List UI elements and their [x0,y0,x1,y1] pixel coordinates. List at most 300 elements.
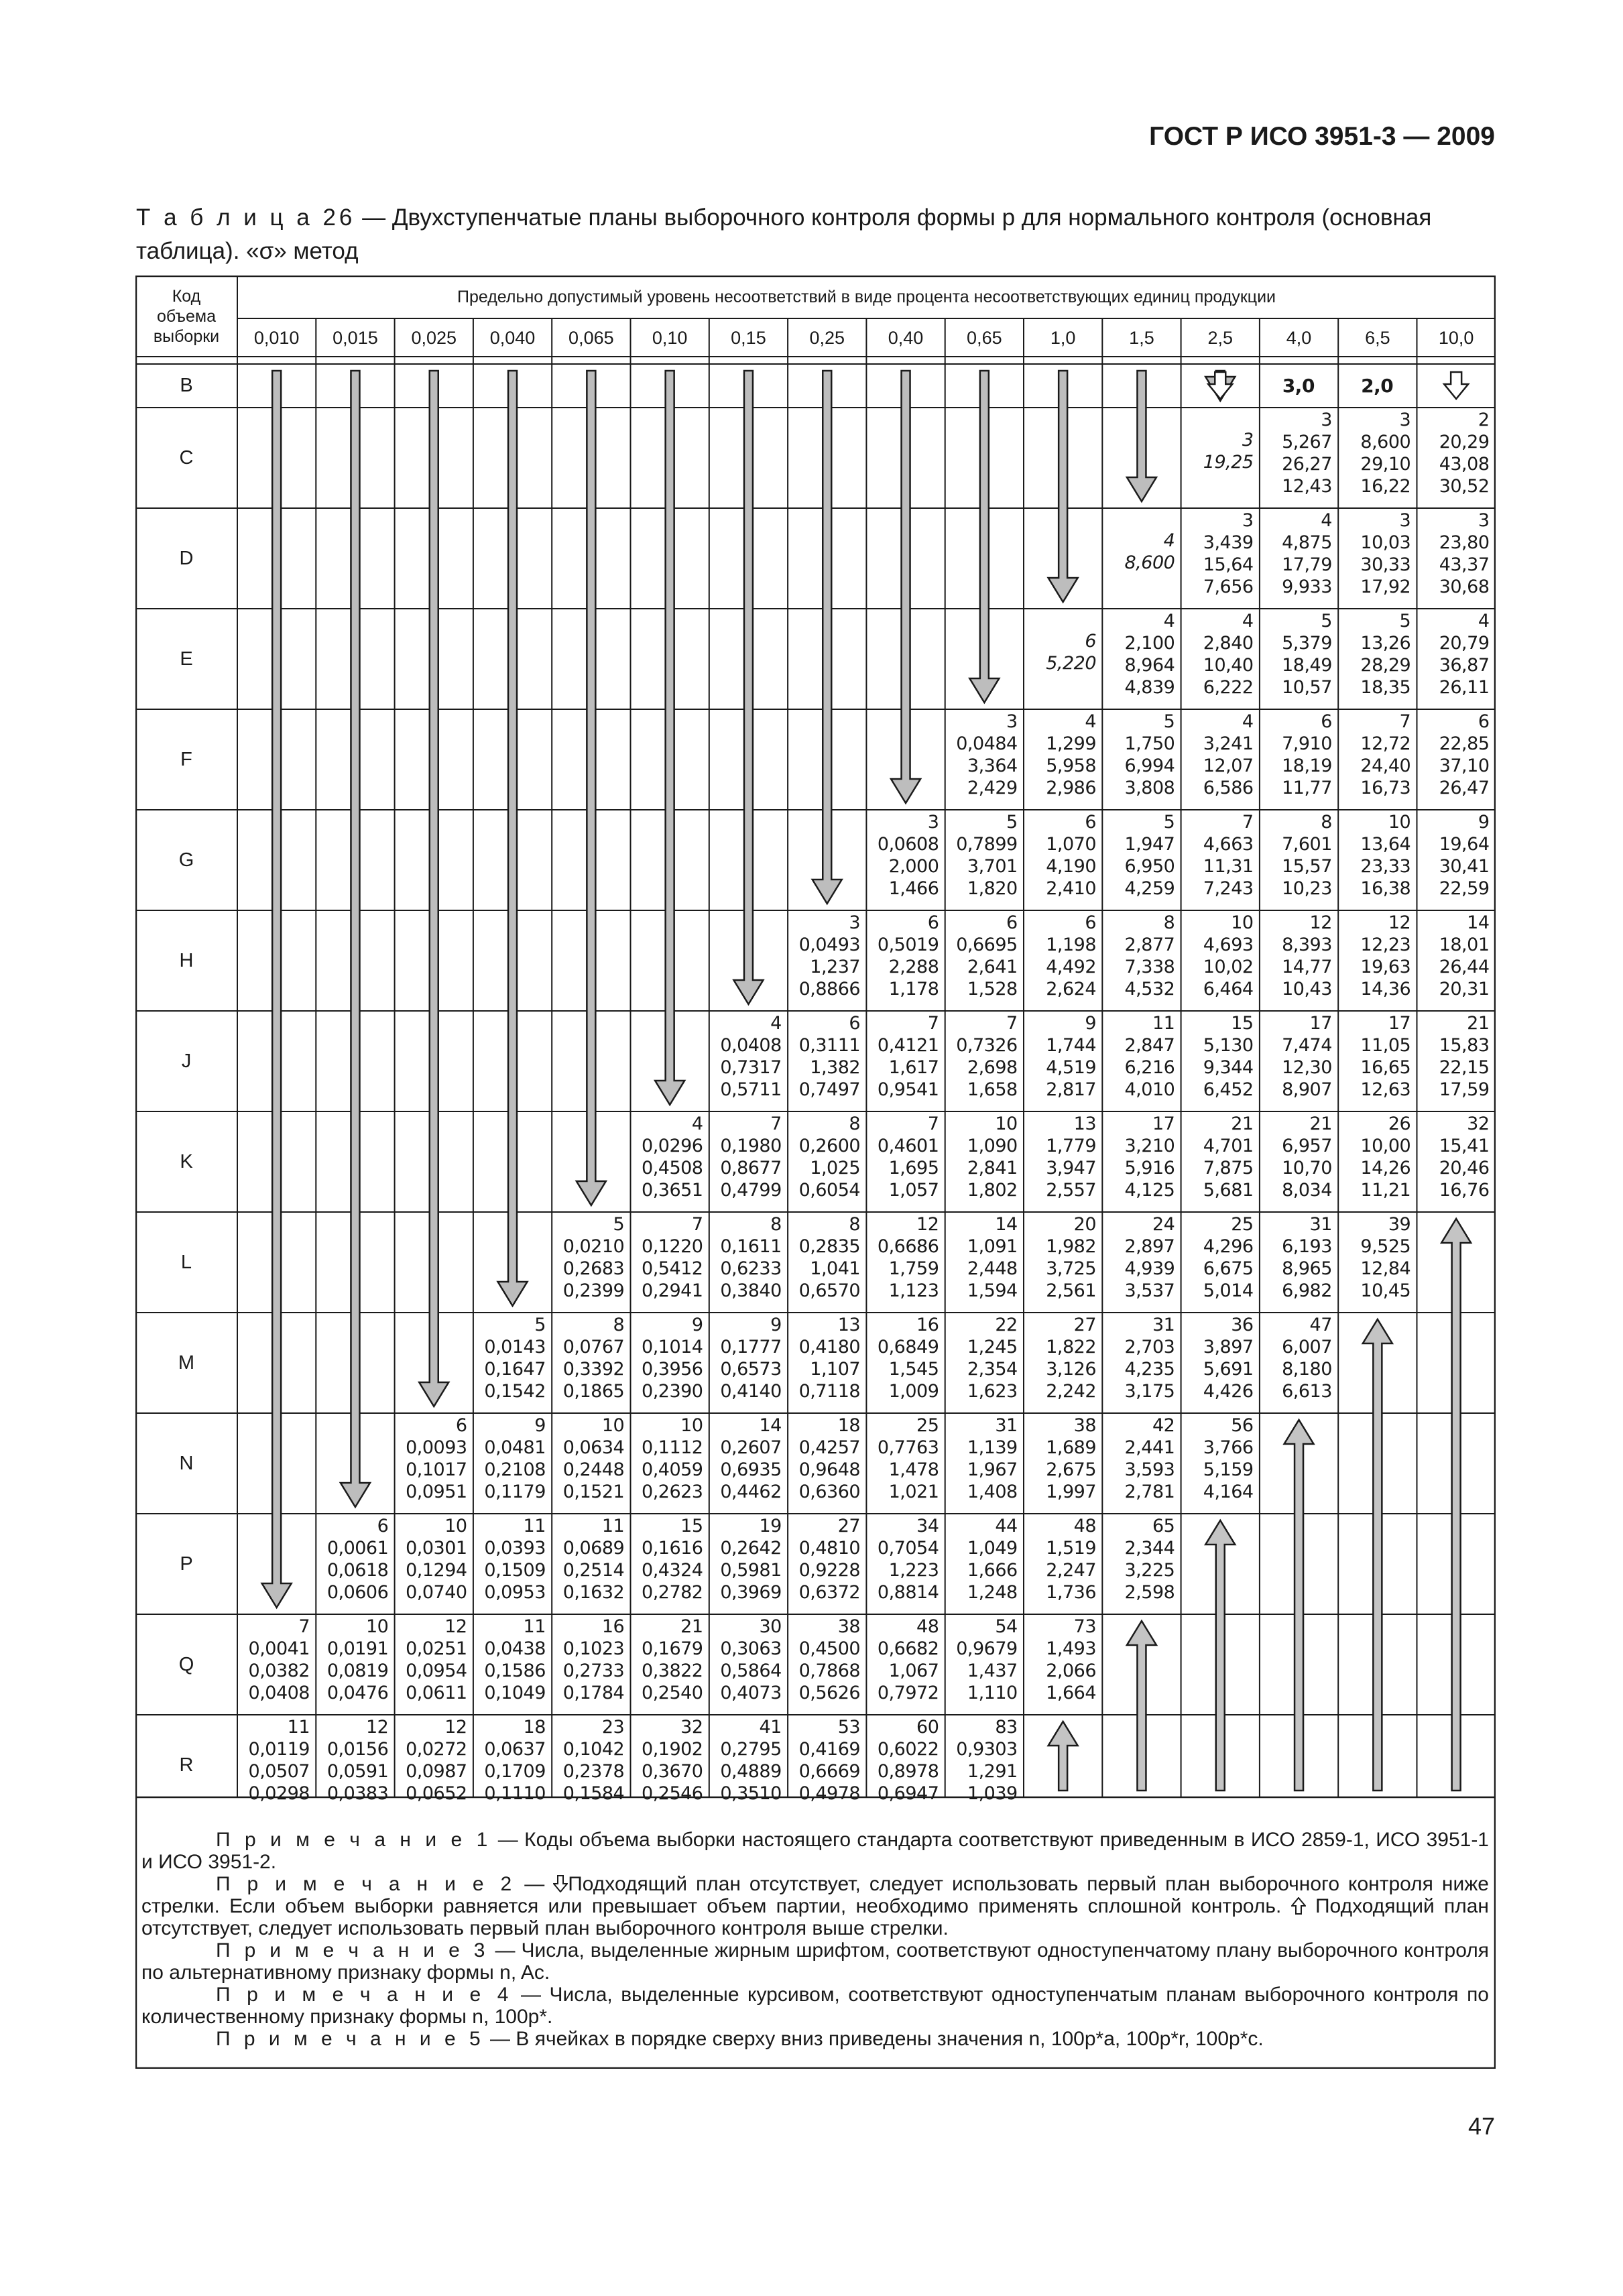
plan-cell [1261,409,1336,507]
plan-value: 5,916 [1124,1158,1175,1179]
plan-value: 0,6372 [798,1582,861,1603]
plan-value: 1,822 [1046,1337,1096,1357]
plan-value: 18 [523,1717,546,1738]
plan-value: 2,242 [1046,1381,1096,1402]
plan-cell [632,1616,707,1713]
plan-value: 5 [534,1315,546,1335]
row-code-D: D [179,547,194,569]
plan-value: 0,0951 [406,1482,467,1502]
note-1-label: П р и м е ч а н и е 1 [216,1829,492,1851]
plan-value: 10,45 [1360,1280,1411,1301]
plan-value: 0,3670 [642,1761,703,1782]
plan-cell [867,1616,943,1713]
plan-value: 0,4180 [798,1337,861,1357]
plan-value: 1,091 [967,1236,1018,1257]
plan-value: 0,5019 [877,934,939,955]
plan-cell [1103,1012,1179,1110]
plan-value: 1,408 [967,1482,1018,1502]
plan-value: 1,223 [888,1560,939,1581]
plan-value: 20 [1073,1214,1096,1235]
plan-value: 4,125 [1124,1180,1175,1201]
plan-value: 21 [1467,1013,1490,1034]
row-code-E: E [180,648,193,670]
plan-cell [1025,1414,1100,1512]
plan-value: 16,65 [1360,1057,1411,1078]
plan-value: 17,92 [1360,577,1411,597]
plan-value: 29,10 [1360,454,1411,475]
plan-value: 6 [927,912,939,933]
plan-value: 5,159 [1203,1459,1254,1480]
aql-column-0: 0,010 [253,327,300,348]
plan-value: 23,33 [1360,856,1411,877]
plan-value: 4 [691,1113,703,1134]
plan-value: 3,593 [1124,1459,1175,1480]
plan-value: 4,693 [1203,934,1254,955]
plan-cell [1183,1213,1258,1311]
plan-value: 0,0484 [956,733,1018,754]
plan-value: 54 [995,1616,1018,1637]
plan-value: 0,7054 [877,1538,939,1559]
row-code-F: F [180,748,192,770]
plan-value: 6,464 [1203,979,1254,1000]
plan-cell [947,1314,1022,1412]
page-number: 47 [1467,2112,1495,2140]
plan-value: 12,30 [1282,1057,1332,1078]
plan-value: 7,656 [1203,577,1254,597]
plan-cell [1025,1213,1100,1311]
plan-value: 0,1980 [720,1136,782,1156]
plan-value: 0,0954 [406,1660,467,1681]
plan-value: 1,009 [888,1381,939,1402]
plan-value: 0,3956 [642,1359,703,1380]
plan-value: 4 [1321,510,1332,531]
notes [141,1829,1489,2050]
plan-cell [1103,1113,1179,1211]
aql-column-9: 0,65 [967,327,1002,348]
plan-value: 0,6935 [720,1459,782,1480]
plan-value: 1,997 [1046,1482,1096,1502]
plan-value: 0,4799 [720,1180,782,1201]
plan-value: 0,0061 [326,1538,389,1559]
plan-value: 1,478 [888,1459,939,1480]
plan-value: 2,100 [1124,633,1175,654]
plan-value: 0,2514 [562,1560,625,1581]
plan-value: 8 [1163,912,1175,933]
plan-cell [1025,811,1100,909]
row-code-J: J [181,1050,192,1072]
plan-value: 1,178 [888,979,939,1000]
plan-cell [1025,912,1100,1010]
plan-value: 2,897 [1124,1236,1175,1257]
plan-value: 16,76 [1439,1180,1490,1201]
plan-cell [1103,1515,1179,1613]
plan-value: 0,5711 [720,1079,782,1100]
plan-value: 1,689 [1046,1437,1096,1458]
plan-value: 0,5412 [642,1258,703,1279]
plan-value: 0,0301 [406,1538,467,1559]
plan-value: 5 [1399,611,1411,631]
plan-value: 1,110 [967,1683,1018,1703]
plan-value: 0,0382 [248,1660,310,1681]
plan-value: 20,79 [1439,633,1490,654]
plan-cell [947,1616,1022,1713]
plan-value: 0,0041 [248,1638,310,1659]
plan-value: 0,2941 [642,1280,703,1301]
plan-value: 4,875 [1282,532,1332,553]
plan-cell [1183,811,1258,909]
note-4-text: — Числа, выделенные курсивом, соответствуют одноступенчатым планам выборочного контроля по количественному признаку формы n, 100p*. [141,1984,1489,2028]
plan-cell [1339,1113,1415,1211]
plan-value: 0,4810 [798,1538,861,1559]
plan-value: 7 [691,1214,703,1235]
plan-value: 21 [1231,1113,1254,1134]
plan-value: 16 [601,1616,625,1637]
plan-value: 0,3392 [562,1359,625,1380]
plan-value: 1,759 [888,1258,939,1279]
plan-cell [1261,912,1336,1010]
plan-cell [553,1213,628,1311]
plan-value: 27 [837,1516,861,1536]
plan-cell [1103,711,1179,808]
plan-value: 9,933 [1282,577,1332,597]
aql-column-2: 0,025 [411,327,457,348]
plan-value: 3 [1399,410,1411,430]
plan-value: 6 [1321,711,1332,732]
plan-value: 0,5864 [720,1660,782,1681]
plan-value: 0,2399 [562,1280,625,1301]
plan-value: 5,267 [1282,432,1332,452]
plan-value: 2,448 [967,1258,1018,1279]
plan-value: 0,6054 [798,1180,861,1201]
plan-value: 2,641 [967,957,1018,977]
plan-value: 36 [1231,1315,1254,1335]
plan-value: 0,4073 [720,1683,782,1703]
plan-value: 12,23 [1360,934,1411,955]
aql-column-3: 0,040 [489,327,536,348]
plan-value: 8 [613,1315,625,1335]
plan-value: 7,910 [1282,733,1332,754]
aql-column-12: 2,5 [1207,327,1234,348]
plan-cell [1419,610,1494,708]
note-2 [141,1873,1489,1939]
plan-value: 0,0740 [406,1582,467,1603]
plan-cell [711,1515,786,1613]
plan-value: 5,958 [1046,756,1096,776]
plan-value: 14,77 [1282,957,1332,977]
plan-value: 0,4140 [720,1381,782,1402]
plan-value: 8,964 [1124,655,1175,676]
plan-value: 0,0298 [248,1783,310,1804]
plan-value: 2,429 [967,778,1018,798]
plan-value: 18,49 [1282,655,1332,676]
plan-value: 0,7326 [956,1035,1018,1056]
plan-value: 0,6669 [798,1761,861,1782]
plan-value: 4,939 [1124,1258,1175,1279]
plan-value: 4,701 [1203,1136,1254,1156]
plan-value: 36,87 [1439,655,1490,676]
plan-cell [867,1716,943,1814]
plan-value: 11 [523,1516,546,1536]
plan-value: 2,817 [1046,1079,1096,1100]
plan-cell [239,1716,314,1814]
plan-value: 0,1616 [642,1538,703,1559]
plan-cell [475,1314,550,1412]
plan-value: 0,2733 [562,1660,625,1681]
plan-cell [1103,1213,1179,1311]
plan-value: 1,736 [1046,1582,1096,1603]
plan-value: 1,237 [810,957,861,977]
aql-column-11: 1,5 [1129,327,1154,348]
aql-column-7: 0,25 [809,327,845,348]
plan-cell [711,1716,786,1814]
plan-cell [1339,811,1415,909]
plan-cell [867,1012,943,1110]
plan-value: 18,01 [1439,934,1490,955]
plan-value: 0,2607 [720,1437,782,1458]
plan-value: 6,222 [1203,677,1254,698]
plan-value: 53 [837,1717,861,1738]
plan-value: 83 [995,1717,1018,1738]
plan-value: 14 [759,1415,782,1436]
row-code-L: L [180,1251,192,1273]
plan-value: 0,6849 [877,1337,939,1357]
italic-value: 6 [1085,631,1096,652]
plan-value: 5 [1321,611,1332,631]
single-stage-attribute-plan: 3,0 [1282,375,1315,397]
plan-value: 8,907 [1282,1079,1332,1100]
plan-value: 8 [770,1214,782,1235]
plan-value: 11,31 [1203,856,1254,877]
plan-cell [396,1515,471,1613]
plan-value: 0,2623 [642,1482,703,1502]
italic-value: 4 [1163,530,1175,551]
plan-value: 10 [1388,812,1411,833]
plan-value: 16 [916,1315,939,1335]
plan-value: 5 [613,1214,625,1235]
plan-value: 7,338 [1124,957,1175,977]
plan-value: 21 [680,1616,703,1637]
plan-value: 0,0408 [248,1683,310,1703]
plan-value: 1,967 [967,1459,1018,1480]
plan-cell [317,1515,392,1613]
plan-value: 4,426 [1203,1381,1254,1402]
plan-value: 0,3969 [720,1582,782,1603]
plan-cell [1419,711,1494,808]
plan-value: 1,382 [810,1057,861,1078]
italic-value: 8,600 [1124,552,1175,573]
plan-value: 0,1112 [642,1437,703,1458]
plan-value: 6 [849,1013,861,1034]
plan-value: 16,38 [1360,878,1411,899]
plan-value: 8,965 [1282,1258,1332,1279]
plan-value: 6,216 [1124,1057,1175,1078]
plan-cell [1025,1314,1100,1412]
plan-value: 22,59 [1439,878,1490,899]
plan-value: 39 [1388,1214,1411,1235]
plan-cell [1103,1314,1179,1412]
plan-cell [711,1314,786,1412]
plan-value: 30,33 [1360,554,1411,575]
plan-value: 6 [455,1415,467,1436]
plan-value: 0,0272 [406,1739,467,1760]
plan-value: 1,299 [1046,733,1096,754]
plan-value: 6 [1478,711,1490,732]
plan-value: 1,982 [1046,1236,1096,1257]
plan-value: 2,781 [1124,1482,1175,1502]
plan-value: 0,1632 [562,1582,625,1603]
plan-value: 0,0634 [562,1437,625,1458]
plan-cell [396,1616,471,1713]
plan-value: 0,2448 [562,1459,625,1480]
plan-value: 1,623 [967,1381,1018,1402]
note-2-text-down: Подходящий план отсутствует, следует использовать первый план выборочного контроля ниже стрелки. Если объем выборки равняется или превышает объем партии, необходимо применять сплошной контроль. [141,1873,1489,1917]
plan-value: 10 [995,1113,1018,1134]
plan-value: 9 [534,1415,546,1436]
plan-value: 0,6573 [720,1359,782,1380]
plan-value: 2,410 [1046,878,1096,899]
plan-value: 7,875 [1203,1158,1254,1179]
plan-value: 7,243 [1203,878,1254,899]
plan-value: 0,2378 [562,1761,625,1782]
plan-value: 0,4059 [642,1459,703,1480]
plan-value: 0,4324 [642,1560,703,1581]
plan-value: 26 [1388,1113,1411,1134]
plan-value: 30,41 [1439,856,1490,877]
plan-cell [867,1113,943,1211]
plan-value: 0,0767 [562,1337,625,1357]
plan-value: 2,561 [1046,1280,1096,1301]
plan-value: 0,0481 [484,1437,546,1458]
plan-value: 1,779 [1046,1136,1096,1156]
aql-column-4: 0,065 [568,327,614,348]
plan-value: 21 [1309,1113,1332,1134]
plan-value: 4,519 [1046,1057,1096,1078]
plan-value: 13 [837,1315,861,1335]
plan-value: 18,35 [1360,677,1411,698]
plan-cell [1419,1113,1494,1211]
plan-value: 0,4257 [798,1437,861,1458]
plan-value: 3 [1321,410,1332,430]
plan-value: 0,9679 [956,1638,1018,1659]
plan-value: 0,6947 [877,1783,939,1804]
plan-value: 31 [1309,1214,1332,1235]
plan-value: 23,80 [1439,532,1490,553]
plan-value: 56 [1231,1415,1254,1436]
plan-value: 6,613 [1282,1381,1332,1402]
table-cells [135,276,1496,2069]
plan-value: 38 [1073,1415,1096,1436]
row-code-C: C [179,446,194,469]
plan-value: 0,2540 [642,1683,703,1703]
plan-value: 20,46 [1439,1158,1490,1179]
plan-value: 18,19 [1282,756,1332,776]
plan-value: 7 [1006,1013,1018,1034]
plan-cell [1339,509,1415,607]
plan-value: 0,0383 [326,1783,389,1804]
plan-value: 0,1042 [562,1739,625,1760]
plan-cell [1025,1616,1100,1713]
plan-value: 9,525 [1360,1236,1411,1257]
plan-value: 3,701 [967,856,1018,877]
plan-value: 1,070 [1046,834,1096,855]
plan-value: 32 [1467,1113,1490,1134]
plan-value: 26,47 [1439,778,1490,798]
plan-value: 3 [1242,510,1254,531]
plan-value: 2,841 [967,1158,1018,1179]
plan-value: 0,9648 [798,1459,861,1480]
plan-cell [1183,711,1258,808]
plan-value: 9,344 [1203,1057,1254,1078]
code-header [135,276,237,357]
plan-cell [1103,811,1179,909]
plan-value: 0,1220 [642,1236,703,1257]
plan-value: 0,0143 [484,1337,546,1357]
plan-value: 10,23 [1282,878,1332,899]
aql-column-6: 0,15 [731,327,766,348]
plan-value: 3,175 [1124,1381,1175,1402]
plan-value: 0,6360 [798,1482,861,1502]
plan-value: 1,198 [1046,934,1096,955]
plan-value: 8,600 [1360,432,1411,452]
plan-value: 17,79 [1282,554,1332,575]
plan-value: 8 [849,1113,861,1134]
plan-value: 7 [927,1113,939,1134]
plan-value: 0,7899 [956,834,1018,855]
code-header-line-3: выборки [153,326,220,346]
plan-value: 4,164 [1203,1482,1254,1502]
plan-value: 0,0591 [326,1761,389,1782]
plan-value: 0,0296 [642,1136,703,1156]
plan-value: 28,29 [1360,655,1411,676]
plan-value: 3 [1399,510,1411,531]
plan-cell [1183,1414,1258,1512]
arrow-up-icon [1291,1897,1306,1915]
plan-value: 3 [1478,510,1490,531]
plan-value: 12,63 [1360,1079,1411,1100]
plan-value: 48 [1073,1516,1096,1536]
plan-value: 0,0156 [326,1739,389,1760]
plan-value: 13 [1073,1113,1096,1134]
plan-value: 1,658 [967,1079,1018,1100]
plan-cell [1419,409,1494,507]
plan-cell [947,1515,1022,1613]
plan-value: 6,675 [1203,1258,1254,1279]
plan-value: 32 [680,1717,703,1738]
plan-cell [867,1414,943,1512]
plan-value: 0,1709 [484,1761,546,1782]
plan-value: 11,21 [1360,1180,1411,1201]
plan-value: 0,0652 [406,1783,467,1804]
plan-cell [1339,409,1415,507]
plan-value: 43,08 [1439,454,1490,475]
plan-value: 3,210 [1124,1136,1175,1156]
plan-value: 0,6686 [877,1236,939,1257]
plan-cell [789,1515,864,1613]
plan-cell [396,1414,471,1512]
plan-value: 37,10 [1439,756,1490,776]
code-header-line-1: Код [172,286,201,306]
plan-cell [553,1616,628,1713]
plan-value: 0,1611 [720,1236,782,1257]
plan-value: 15,83 [1439,1035,1490,1056]
plan-value: 26,44 [1439,957,1490,977]
plan-value: 0,2108 [484,1459,546,1480]
plan-value: 0,7763 [877,1437,939,1458]
plan-value: 0,3651 [642,1180,703,1201]
plan-value: 0,0606 [326,1582,389,1603]
plan-value: 19 [759,1516,782,1536]
plan-cell [632,1515,707,1613]
